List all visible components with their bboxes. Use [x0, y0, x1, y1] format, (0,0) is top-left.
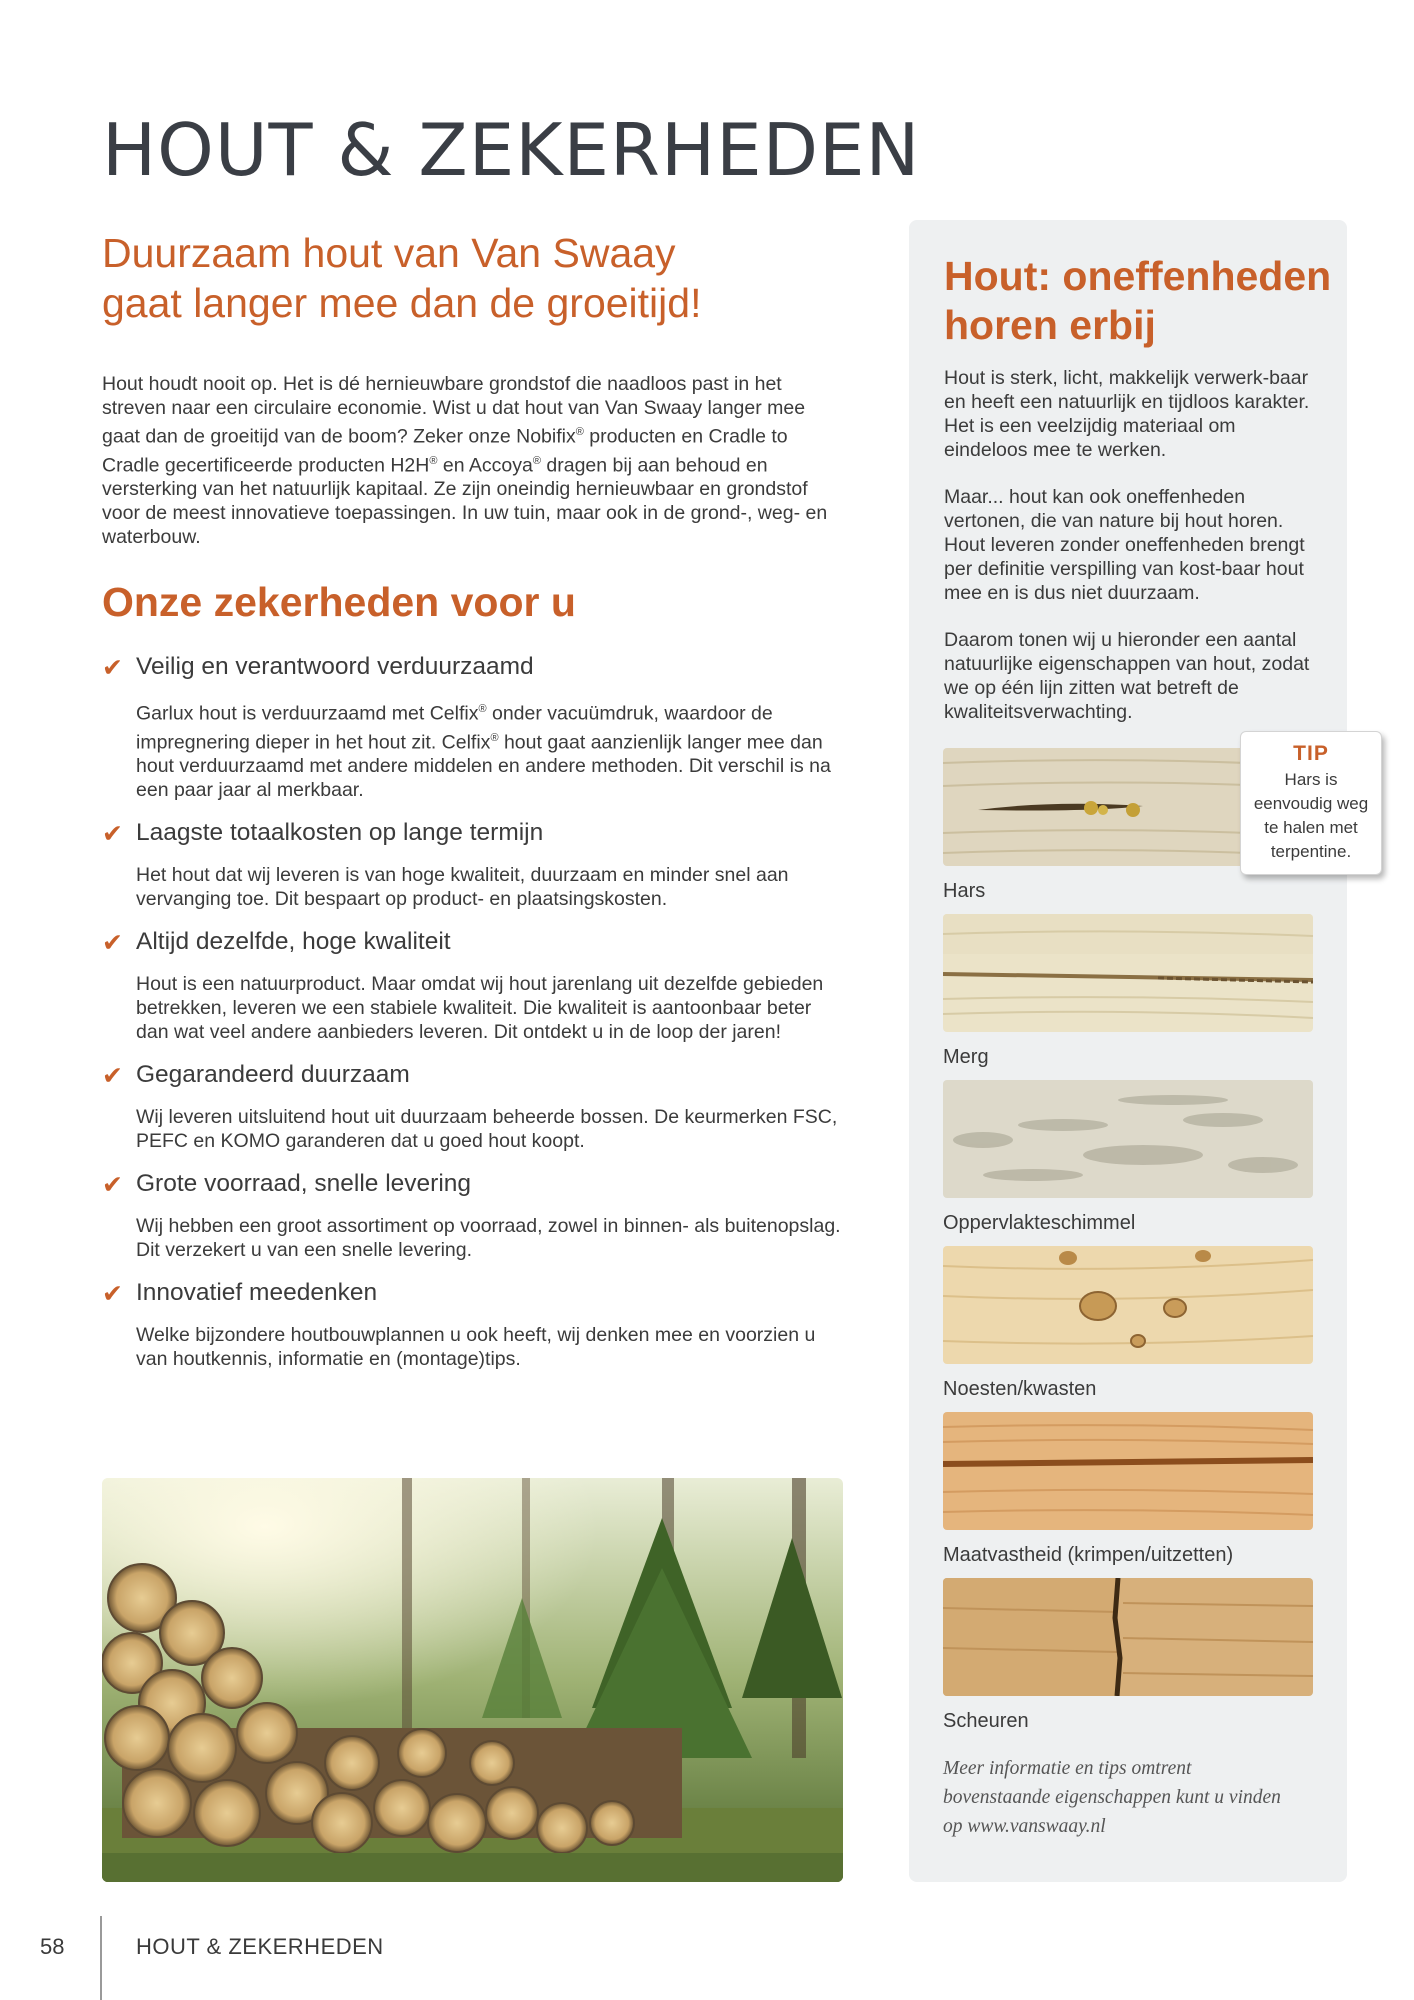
sidebar-heading	[944, 252, 1334, 350]
item-title: Laagste totaalkosten op lange termijn	[136, 819, 544, 846]
caption-merg: Merg	[943, 1046, 989, 1068]
list-item	[102, 815, 847, 911]
registered-mark: ®	[490, 731, 499, 744]
tip-text	[1241, 768, 1381, 864]
tip-line: te halen met	[1264, 818, 1358, 837]
checkmark-icon: ✔	[102, 652, 123, 682]
guarantee-list	[102, 649, 847, 1371]
sidebar-heading-line-1: Hout: oneffenheden	[944, 253, 1332, 299]
page-number: 58	[40, 1934, 65, 1959]
list-item	[102, 924, 847, 1044]
item-title: Veilig en verantwoord verduurzaamd	[136, 653, 534, 680]
registered-mark: ®	[532, 454, 541, 467]
list-item	[102, 1166, 847, 1262]
sidebar-paragraph: Maar... hout kan ook oneffenheden vertonen, die van nature bij hout horen. Hout leveren zonder oneffenheden brengt per definitie verspilling van kost-baar hout mee en is dus niet duurzaam.	[944, 486, 1305, 604]
caption-oppervlakteschimmel: Oppervlakteschimmel	[943, 1212, 1136, 1234]
pith-wood-photo	[943, 914, 1313, 1032]
note-line: op www.vanswaay.nl	[943, 1816, 1106, 1837]
checkmark-icon: ✔	[102, 1169, 123, 1199]
forest-log-pile-photo	[102, 1478, 843, 1882]
sidebar-text	[944, 366, 1324, 747]
registered-mark: ®	[575, 426, 584, 438]
sidebar-paragraph: Daarom tonen wij u hieronder een aantal natuurlijke eigenschappen van hout, zodat we op één lijn zitten wat betreft de kwaliteitsverwachting.	[944, 629, 1310, 723]
caption-noesten-kwasten: Noesten/kwasten	[943, 1378, 1097, 1400]
caption-hars: Hars	[943, 880, 986, 902]
tip-line: eenvoudig weg	[1253, 794, 1369, 813]
knots-wood-photo	[943, 1246, 1313, 1364]
mould-wood-photo	[943, 1080, 1313, 1198]
item-text: Hout is een natuurproduct. Maar omdat wij hout jarenlang uit dezelfde gebieden betrekken, leveren we een stabiele kwaliteit. Die kwaliteit is aantoonbaar beter dan wat veel andere aanbieders leveren. Dit ontdekt u in de loop der jaren!	[136, 973, 824, 1043]
intro-text-2: producten en Cradle to Cradle gecertificeerde producten H2H	[102, 425, 788, 476]
section-heading: Onze zekerheden voor u	[102, 579, 576, 625]
dimensional-wood-photo	[943, 1412, 1313, 1530]
sidebar-note	[943, 1754, 1323, 1841]
tip-label: TIP	[1293, 742, 1329, 765]
page-title: HOUT & ZEKERHEDEN	[102, 108, 921, 192]
item-text: Wij leveren uitsluitend hout uit duurzaam beheerde bossen. De keurmerken FSC, PEFC en KOMO garanderen dat u goed hout koopt.	[136, 1106, 838, 1152]
checkmark-icon: ✔	[102, 1060, 123, 1090]
note-line: Meer informatie en tips omtrent	[943, 1758, 1192, 1779]
intro-paragraph	[102, 372, 847, 549]
item-title: Altijd dezelfde, hoge kwaliteit	[136, 928, 451, 955]
item-text	[136, 697, 847, 802]
checkmark-icon: ✔	[102, 927, 123, 957]
item-title: Grote voorraad, snelle levering	[136, 1170, 472, 1197]
main-column	[102, 228, 847, 1371]
wood-sample-knots	[943, 1246, 1313, 1401]
item-text-c: hout gaat aanzienlijk langer mee dan hout verduurzaamd met andere middelen en andere methoden. Dit verschil is na een paar jaar al merkbaar.	[136, 731, 831, 801]
item-title: Gegarandeerd duurzaam	[136, 1061, 410, 1088]
wood-sample-pith	[943, 914, 1313, 1069]
wood-sample-cracks	[943, 1578, 1313, 1733]
sidebar-paragraph: Hout is sterk, licht, makkelijk verwerk-baar en heeft een natuurlijk en tijdloos karakter. Het is een veelzijdig materiaal om eindeloos mee te werken.	[944, 367, 1310, 461]
item-text: Het hout dat wij leveren is van hoge kwaliteit, duurzaam en minder snel aan vervanging toe. Dit bespaart op product- en plaatsingskosten.	[136, 864, 789, 910]
intro-text-1: Hout houdt nooit op. Het is dé hernieuwbare grondstof die naadloos past in het streven naar een circulaire economie. Wist u dat hout van Van Swaay langer mee gaat dan de groeitijd van de boom? Zeker onze Nobifix	[102, 373, 806, 448]
checkmark-icon: ✔	[102, 1278, 123, 1308]
cracks-wood-photo	[943, 1578, 1313, 1696]
headline-line-2: gaat langer mee dan de groeitijd!	[102, 280, 702, 326]
tip-line: Hars is	[1284, 770, 1338, 789]
wood-sample-mould	[943, 1080, 1313, 1235]
item-text-b: onder vacuümdruk, waardoor de impregnering dieper in het hout zit. Celfix	[136, 702, 773, 753]
registered-mark: ®	[429, 454, 438, 467]
intro-text-3: en Accoya	[437, 454, 533, 476]
checkmark-icon: ✔	[102, 818, 123, 848]
list-item	[102, 1275, 847, 1371]
headline	[102, 228, 847, 328]
tip-line: terpentine.	[1270, 842, 1352, 861]
item-text-a: Garlux hout is verduurzaamd met Celfix	[136, 702, 479, 725]
headline-line-1: Duurzaam hout van Van Swaay	[102, 230, 676, 276]
intro-text-4: dragen bij aan behoud en versterking van het natuurlijk kapitaal. Ze zijn oneindig hernieuwbaar en grondstof voor de meest innovatieve toepassingen. In uw tuin, maar ook in de grond-, weg- en waterbouw.	[102, 454, 828, 548]
item-text: Wij hebben een groot assortiment op voorraad, zowel in binnen- als buitenopslag. Dit verzekert u van een snelle levering.	[136, 1215, 841, 1261]
footer-divider	[100, 1916, 102, 2000]
sidebar-heading-line-2: horen erbij	[944, 302, 1156, 348]
item-title: Innovatief meedenken	[136, 1279, 378, 1306]
item-text: Welke bijzondere houtbouwplannen u ook heeft, wij denken mee en voorzien u van houtkennis, informatie en (montage)tips.	[136, 1324, 816, 1370]
tip-box	[1240, 731, 1382, 875]
note-line: bovenstaande eigenschappen kunt u vinden	[943, 1787, 1281, 1808]
registered-mark: ®	[478, 703, 487, 715]
wood-sample-dimensional	[943, 1412, 1313, 1567]
list-item	[102, 649, 847, 802]
footer-section-title: HOUT & ZEKERHEDEN	[136, 1934, 384, 1959]
caption-scheuren: Scheuren	[943, 1710, 1029, 1732]
caption-maatvastheid: Maatvastheid (krimpen/uitzetten)	[943, 1544, 1234, 1566]
list-item	[102, 1057, 847, 1153]
